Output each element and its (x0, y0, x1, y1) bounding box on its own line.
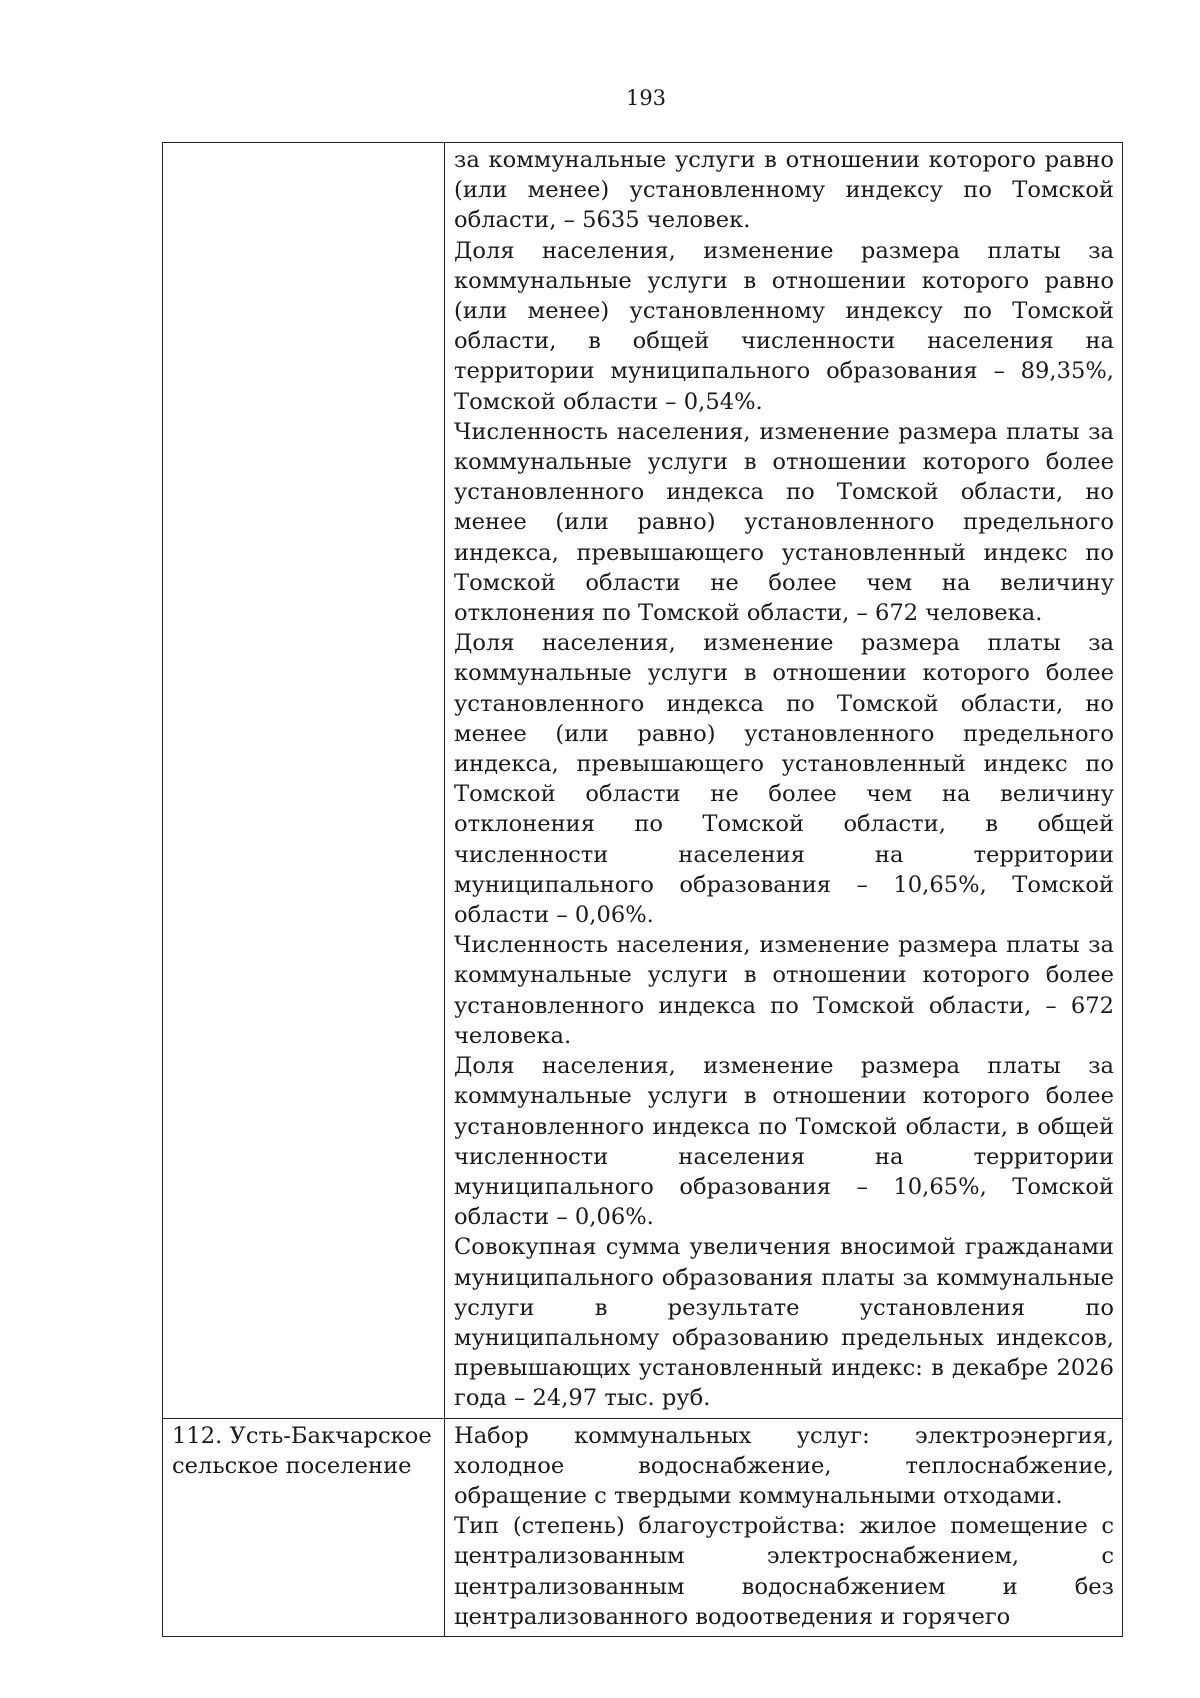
table-row (163, 1418, 1123, 1636)
row-label-cell (163, 1418, 445, 1636)
paragraph: Численность населения, изменение размера платы за коммунальные услуги в отношении которого более установленного индекса по Томской области, но менее (или равно) установленного предельного индекса, превышающего установленный индекс по Томской области не более чем на величину отклонения по Томской области, – 672 человека. (454, 418, 1114, 627)
paragraph: за коммунальные услуги в отношении которого равно (или менее) установленному индексу по Томской области, – 5635 человек. (454, 147, 1114, 234)
row-content-cell (445, 1418, 1123, 1636)
paragraph: Доля населения, изменение размера платы за коммунальные услуги в отношении которого равно (или менее) установленному индексу по Томской области, в общей численности населения на территории муниципального образования – 89,35%, Томской области – 0,54%. (454, 237, 1114, 415)
row-label: 112. Усть-Бакчарское сельское поселение (172, 1422, 432, 1479)
paragraph: Доля населения, изменение размера платы за коммунальные услуги в отношении которого более установленного индекса по Томской области, в общей численности населения на территории муниципального образования – 10,65%, Томской области – 0,06%. (454, 1053, 1114, 1231)
page-number: 193 (625, 86, 667, 110)
row-label-cell (163, 143, 445, 1419)
paragraph: Совокупная сумма увеличения вносимой гражданами муниципального образования платы за коммунальные услуги в результате установления по муниципальному образованию предельных индексов, превышающих установленный индекс: в декабре 2026 года – 24,97 тыс. руб. (454, 1234, 1114, 1412)
paragraph: Доля населения, изменение размера платы за коммунальные услуги в отношении которого более установленного индекса по Томской области, но менее (или равно) установленного предельного индекса, превышающего установленный индекс по Томской области не более чем на величину отклонения по Томской области, в общей численности населения на территории муниципального образования – 10,65%, Томской области – 0,06%. (454, 630, 1114, 929)
paragraph: Набор коммунальных услуг: электроэнергия, холодное водоснабжение, теплоснабжение, обращение с твердыми коммунальными отходами. (454, 1422, 1114, 1509)
paragraph: Тип (степень) благоустройства: жилое помещение с централизованным электроснабжением, с централизованным водоснабжением и без централизованного водоотведения и горячего (454, 1513, 1114, 1630)
table-row (163, 143, 1123, 1419)
row-content-cell (445, 143, 1123, 1419)
document-table (162, 142, 1123, 1637)
paragraph: Численность населения, изменение размера платы за коммунальные услуги в отношении которого более установленного индекса по Томской области, – 672 человека. (454, 932, 1114, 1049)
